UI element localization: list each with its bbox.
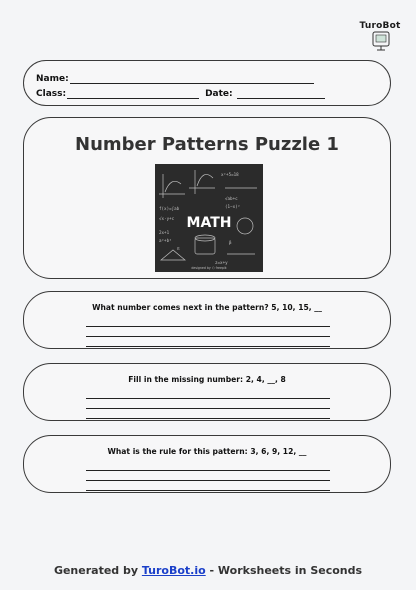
name-label: Name: bbox=[36, 74, 69, 84]
answer-line[interactable] bbox=[86, 346, 330, 347]
turobot-link[interactable]: TuroBot.io bbox=[141, 564, 206, 577]
footer-suffix: - Worksheets in Seconds bbox=[205, 564, 363, 577]
answer-line[interactable] bbox=[86, 480, 330, 481]
name-field[interactable] bbox=[70, 75, 314, 84]
class-label: Class: bbox=[36, 89, 67, 99]
logo-text: TuroBot bbox=[359, 21, 401, 31]
footer-prefix: Generated by bbox=[53, 564, 142, 577]
question-text: Fill in the missing number: 2, 4, __, 8 bbox=[128, 375, 286, 384]
answer-line[interactable] bbox=[86, 418, 330, 419]
svg-text:f(x)=∫ab: f(x)=∫ab bbox=[159, 206, 180, 211]
student-info-box bbox=[23, 60, 391, 106]
math-chalkboard-image bbox=[155, 164, 263, 272]
worksheet-title: Number Patterns Puzzle 1 bbox=[75, 134, 339, 155]
svg-text:2x+1: 2x+1 bbox=[159, 230, 170, 235]
name-row bbox=[36, 74, 314, 84]
answer-line[interactable] bbox=[86, 490, 330, 491]
svg-text:√x·y+c: √x·y+c bbox=[159, 216, 175, 221]
footer bbox=[0, 564, 416, 577]
question-text: What is the rule for this pattern: 3, 6, 9, 12, __ bbox=[107, 447, 307, 456]
class-date-row bbox=[36, 89, 325, 99]
svg-text:z=x+y: z=x+y bbox=[215, 260, 228, 265]
question-card-2 bbox=[23, 363, 391, 421]
answer-line[interactable] bbox=[86, 336, 330, 337]
title-box bbox=[23, 117, 391, 279]
svg-text:β: β bbox=[229, 240, 232, 245]
math-word: MATH bbox=[186, 215, 232, 231]
svg-text:a²+b²: a²+b² bbox=[159, 238, 172, 243]
question-card-1 bbox=[23, 291, 391, 349]
date-label: Date: bbox=[205, 89, 233, 99]
date-field[interactable] bbox=[237, 90, 325, 99]
answer-line[interactable] bbox=[86, 326, 330, 327]
class-field[interactable] bbox=[67, 90, 199, 99]
svg-text:x²+5=18: x²+5=18 bbox=[221, 172, 239, 177]
question-card-3 bbox=[23, 435, 391, 493]
image-credit: designed by ⬡ freepik bbox=[191, 266, 227, 270]
svg-text:π: π bbox=[177, 246, 180, 251]
question-text: What number comes next in the pattern? 5, 10, 15, __ bbox=[92, 303, 322, 312]
answer-line[interactable] bbox=[86, 398, 330, 399]
turobot-logo bbox=[357, 18, 403, 52]
answer-line[interactable] bbox=[86, 470, 330, 471]
svg-text:√ab+c: √ab+c bbox=[225, 196, 238, 201]
svg-text:(1−x)²: (1−x)² bbox=[225, 204, 241, 209]
answer-line[interactable] bbox=[86, 408, 330, 409]
